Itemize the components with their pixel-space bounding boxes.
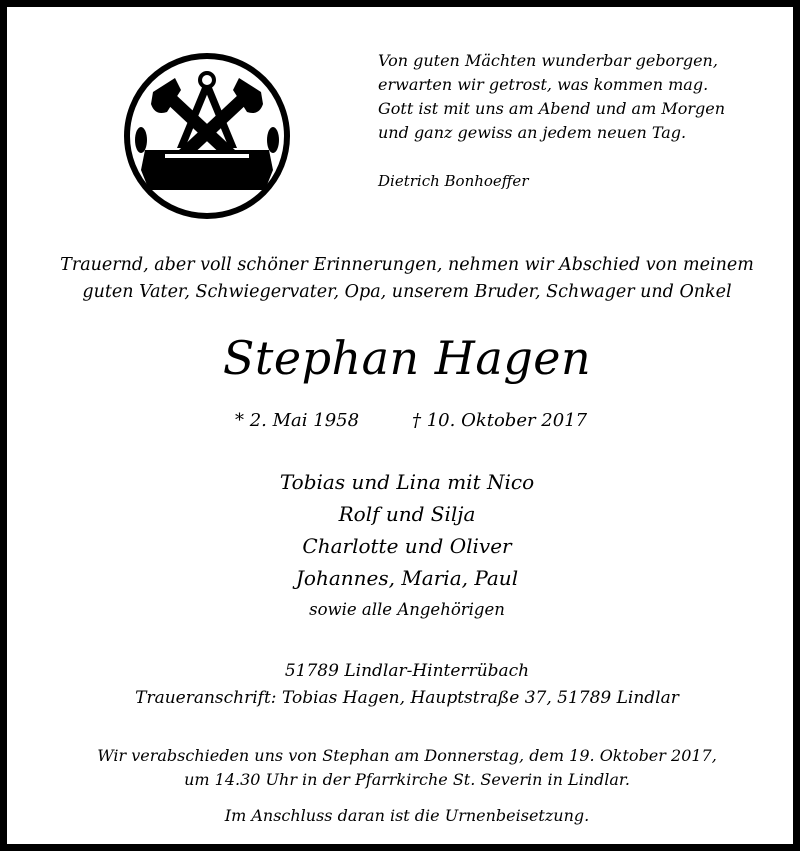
relatives-note: sowie alle Angehörigen [309, 600, 505, 619]
family-member: Charlotte und Oliver [302, 534, 512, 558]
service-line: Wir verabschieden uns von Stephan am Donnerstag, dem 19. Oktober 2017, [97, 746, 717, 765]
poem-author: Dietrich Bonhoeffer [378, 172, 529, 190]
family-member: Johannes, Maria, Paul [295, 566, 519, 590]
poem-line: und ganz gewiss an jedem neuen Tag. [378, 123, 687, 142]
service-info [7, 744, 800, 792]
deceased-name: Stephan Hagen [222, 331, 592, 385]
place: 51789 Lindlar-Hinterrübach [284, 661, 530, 681]
mourning-address: Traueranschrift: Tobias Hagen, Hauptstraße 37, 51789 Lindlar [135, 688, 679, 708]
poem-line: Von guten Mächten wunderbar geborgen, [378, 51, 718, 70]
intro-line: guten Vater, Schwiegervater, Opa, unserem Bruder, Schwager und Onkel [82, 282, 732, 302]
address-block [7, 658, 800, 712]
poem [378, 49, 725, 145]
poem-line: erwarten wir getrost, was kommen mag. [378, 75, 709, 94]
carpenter-guild-emblem-icon [115, 50, 299, 222]
death-date: † 10. Oktober 2017 [412, 410, 588, 431]
urn-burial-note: Im Anschluss daran ist die Urnenbeisetzung. [224, 806, 590, 825]
poem-line: Gott ist mit uns am Abend und am Morgen [378, 99, 726, 118]
family-list [7, 466, 800, 594]
intro-line: Trauernd, aber voll schöner Erinnerungen, nehmen wir Abschied von meinem [60, 255, 754, 275]
birth-date: * 2. Mai 1958 [235, 410, 360, 431]
family-member: Tobias und Lina mit Nico [279, 470, 535, 494]
family-member: Rolf und Silja [338, 502, 476, 526]
service-line: um 14.30 Uhr in der Pfarrkirche St. Severin in Lindlar. [184, 770, 630, 789]
intro-text [7, 252, 800, 306]
